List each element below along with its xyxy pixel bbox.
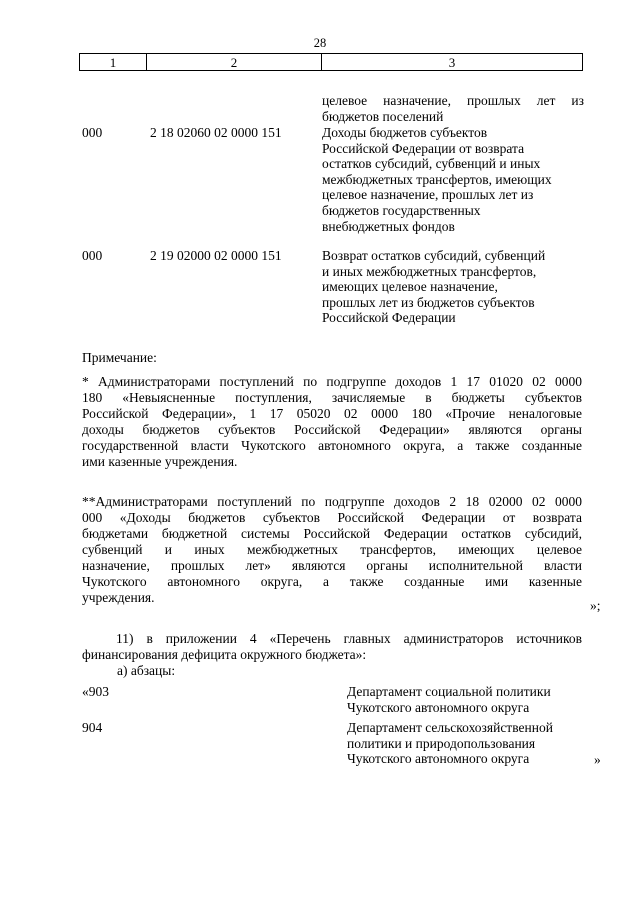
note-line: бюджетами бюджетной системы Российской Федерации остатков субсидий, bbox=[82, 526, 582, 541]
row1-admin-code: 000 bbox=[82, 125, 103, 140]
header-col-2: 2 bbox=[147, 54, 322, 70]
abzac-903-text bbox=[347, 684, 551, 715]
desc-line: бюджетов поселений bbox=[322, 108, 444, 124]
abzac-line: Чукотского автономного округа bbox=[347, 751, 530, 767]
continuation-text bbox=[322, 93, 584, 124]
note-line: 180 «Невыясненные поступления, зачисляемые в бюджеты субъектов bbox=[82, 390, 582, 405]
note-line: доходы бюджетов субъектов Российской Федерации» являются органы bbox=[82, 422, 582, 437]
table-header bbox=[79, 53, 583, 71]
note-2 bbox=[82, 494, 582, 606]
note-line: Чукотского автономного округа, а также созданные ими казенные bbox=[82, 574, 582, 589]
note-line: 000 «Доходы бюджетов субъектов Российской Федерации от возврата bbox=[82, 510, 582, 525]
note-line: учреждения. bbox=[82, 590, 155, 605]
desc-line: и иных межбюджетных трансфертов, bbox=[322, 263, 537, 279]
desc-line: Российской Федерации от возврата bbox=[322, 140, 525, 156]
abzac-line: Департамент сельскохозяйственной bbox=[347, 720, 553, 735]
desc-line: прошлых лет из бюджетов субъектов bbox=[322, 294, 535, 310]
desc-line: межбюджетных трансфертов, имеющих bbox=[322, 171, 552, 187]
note-line: Российской Федерации», 1 17 05020 02 0000 180 «Прочие неналоговые bbox=[82, 406, 582, 421]
desc-line: целевое назначение, прошлых лет из bbox=[322, 187, 534, 203]
abzac-line: Чукотского автономного округа bbox=[347, 699, 530, 715]
desc-line: внебюджетных фондов bbox=[322, 218, 455, 234]
abzac-904-code: 904 bbox=[82, 720, 103, 735]
note-line: ими казенные учреждения. bbox=[82, 454, 238, 469]
abzac-903-code: «903 bbox=[82, 684, 109, 699]
note-line: * Администраторами поступлений по подгруппе доходов 1 17 01020 02 0000 bbox=[82, 374, 582, 389]
note2-closing-quote: »; bbox=[590, 598, 601, 613]
abzac-904-text bbox=[347, 720, 553, 767]
note-1 bbox=[82, 374, 582, 470]
page-number: 28 bbox=[313, 36, 327, 50]
item-line: финансирования дефицита окружного бюджета»: bbox=[82, 647, 367, 662]
note-line: **Администраторами поступлений по подгруппе доходов 2 18 02000 02 0000 bbox=[82, 494, 582, 509]
desc-line: бюджетов государственных bbox=[322, 202, 481, 218]
header-col-1: 1 bbox=[80, 54, 147, 70]
item-11 bbox=[82, 631, 582, 663]
item-line: 11) в приложении 4 «Перечень главных администраторов источников bbox=[116, 631, 582, 646]
row2-description bbox=[322, 248, 584, 326]
desc-line: Российской Федерации bbox=[322, 310, 456, 326]
row1-kbk: 2 18 02060 02 0000 151 bbox=[150, 125, 282, 140]
row2-kbk: 2 19 02000 02 0000 151 bbox=[150, 248, 282, 263]
final-closing-quote: » bbox=[594, 752, 601, 767]
desc-line: целевое назначение, прошлых лет из bbox=[322, 93, 584, 108]
row2-admin-code: 000 bbox=[82, 248, 103, 263]
row1-description bbox=[322, 125, 584, 234]
desc-line: Доходы бюджетов субъектов bbox=[322, 125, 488, 140]
header-col-3: 3 bbox=[448, 55, 456, 70]
note-line: государственной власти Чукотского автономного округа, а также созданные bbox=[82, 438, 582, 453]
sub-item-a: а) абзацы: bbox=[117, 663, 176, 678]
desc-line: Возврат остатков субсидий, субвенций bbox=[322, 248, 546, 263]
desc-line: имеющих целевое назначение, bbox=[322, 279, 498, 295]
abzac-line: политики и природопользования bbox=[347, 735, 536, 751]
note-title: Примечание: bbox=[82, 350, 157, 365]
note-line: субвенций и иных межбюджетных трансфертов, имеющих целевое bbox=[82, 542, 582, 557]
abzac-line: Департамент социальной политики bbox=[347, 684, 551, 699]
desc-line: остатков субсидий, субвенций и иных bbox=[322, 156, 541, 172]
note-line: назначение, прошлых лет» являются органы исполнительной власти bbox=[82, 558, 582, 573]
